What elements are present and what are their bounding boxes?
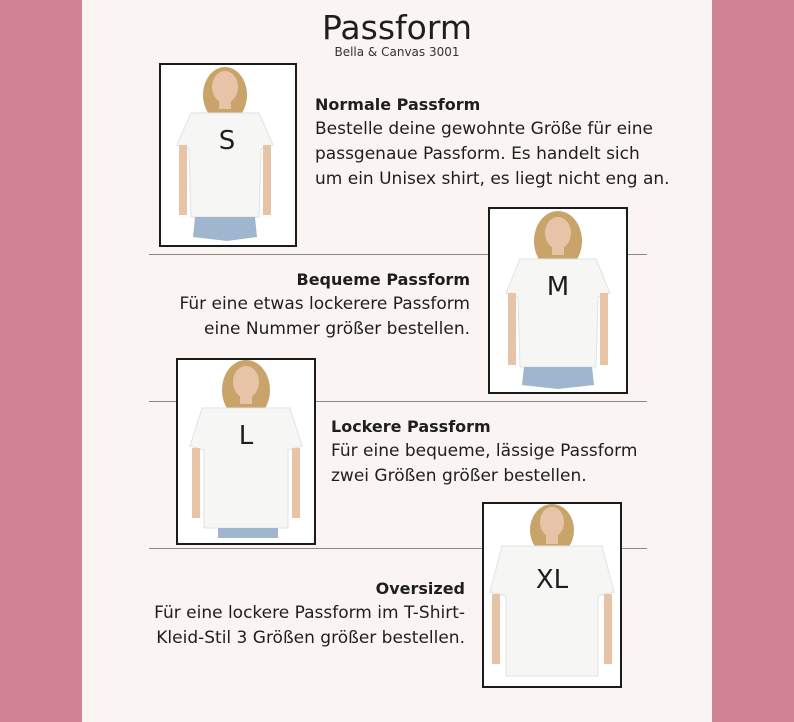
model-m-illustration bbox=[490, 209, 626, 392]
size-label-s: S bbox=[218, 126, 236, 156]
photo-size-l bbox=[176, 358, 316, 545]
fit-text-normal bbox=[315, 92, 670, 192]
size-label-l: L bbox=[238, 421, 254, 451]
page-subtitle: Bella & Canvas 3001 bbox=[334, 45, 460, 59]
fit-heading-comfortable: Bequeme Passform bbox=[296, 270, 470, 289]
fit-desc-line: Kleid-Stil 3 Größen größer bestellen. bbox=[156, 628, 465, 648]
model-l-illustration bbox=[178, 360, 314, 543]
fit-desc-line: Für eine lockere Passform im T-Shirt- bbox=[154, 603, 465, 623]
fit-desc-line: Bestelle deine gewohnte Größe für eine bbox=[315, 119, 653, 139]
size-label-m: M bbox=[546, 272, 570, 302]
fit-text-comfortable bbox=[179, 267, 470, 342]
fit-desc-line: um ein Unisex shirt, es liegt nicht eng an. bbox=[315, 169, 670, 189]
model-xl-illustration bbox=[484, 504, 620, 686]
model-s-illustration bbox=[161, 65, 295, 245]
fit-desc-line: eine Nummer größer bestellen. bbox=[204, 319, 470, 339]
fit-desc-line: zwei Größen größer bestellen. bbox=[331, 466, 587, 486]
fit-desc-line: passgenaue Passform. Es handelt sich bbox=[315, 144, 640, 164]
fit-heading-oversized: Oversized bbox=[375, 579, 465, 598]
fit-desc-line: Für eine bequeme, lässige Passform bbox=[331, 441, 638, 461]
fit-desc-line: Für eine etwas lockerere Passform bbox=[179, 294, 470, 314]
photo-size-xl bbox=[482, 502, 622, 688]
fit-text-loose bbox=[331, 414, 637, 489]
fit-heading-normal: Normale Passform bbox=[315, 95, 481, 114]
photo-size-m bbox=[488, 207, 628, 394]
fit-text-oversized bbox=[154, 576, 465, 651]
page-title: Passform bbox=[322, 8, 472, 47]
fit-guide-card bbox=[82, 0, 712, 722]
photo-size-s bbox=[159, 63, 297, 247]
fit-heading-loose: Lockere Passform bbox=[331, 417, 491, 436]
size-label-xl: XL bbox=[535, 565, 569, 595]
